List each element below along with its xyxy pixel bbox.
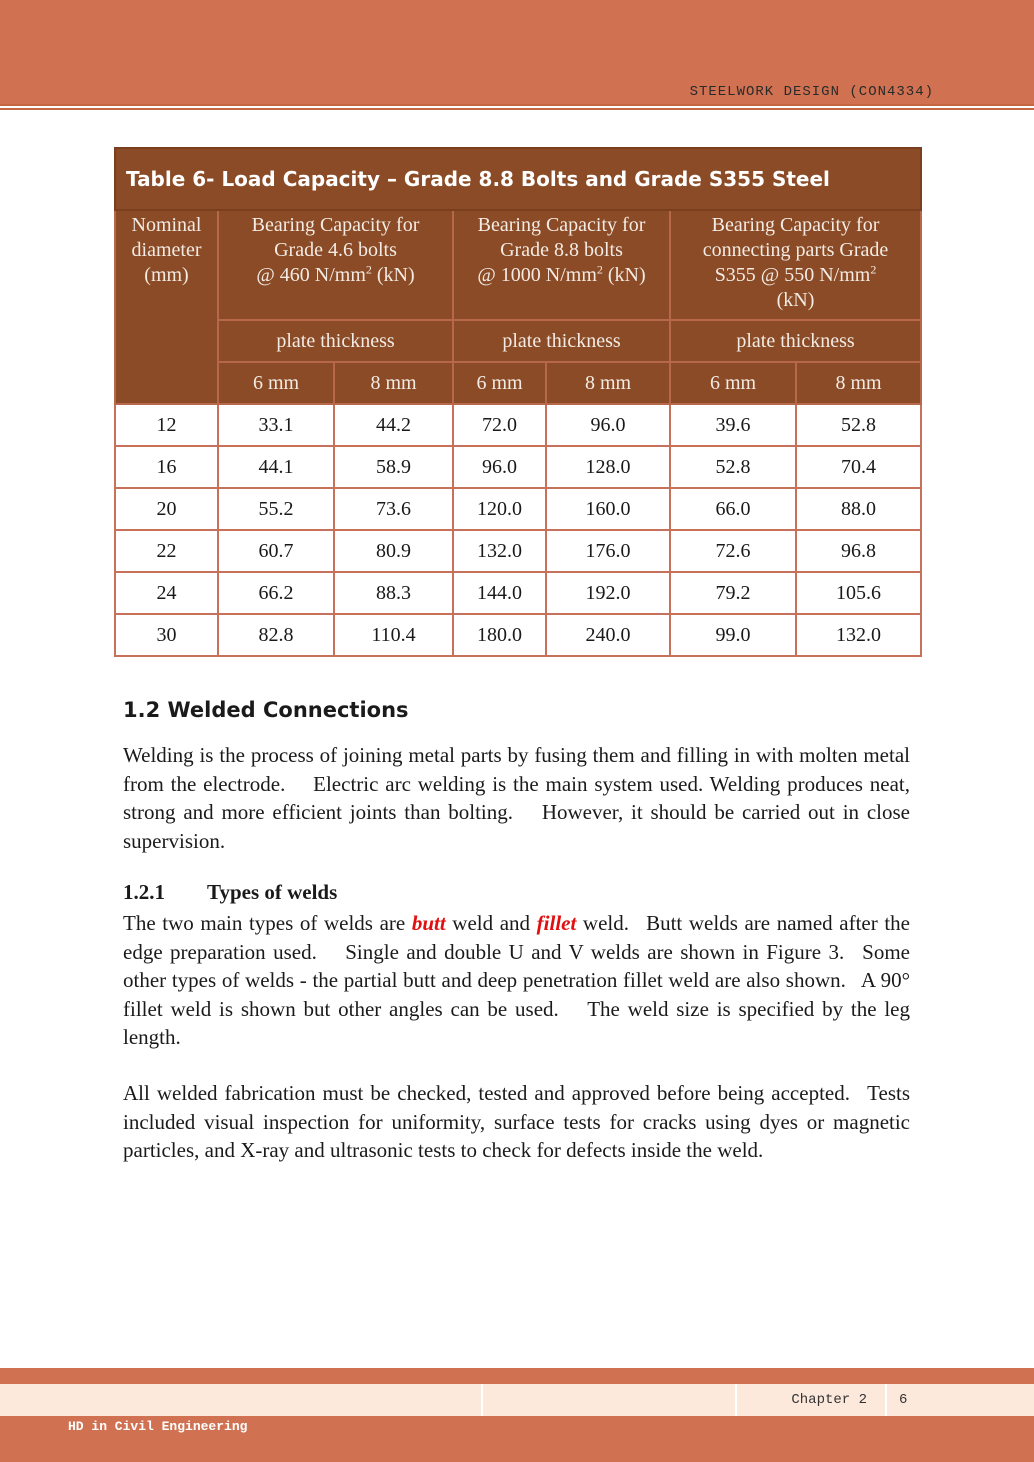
table-cell: 66.2 bbox=[218, 572, 334, 614]
nominal-diameter-header bbox=[115, 210, 218, 404]
table-cell: 79.2 bbox=[670, 572, 796, 614]
plate-thickness-header: plate thickness bbox=[453, 320, 670, 362]
inspection-paragraph: All welded fabrication must be checked, tested and approved before being accepted. Tests included visual inspection for uniformity, surface tests for cracks using dyes or magnetic particles, and X-ray and ultrasonic tests to check for defects inside the weld. bbox=[123, 1081, 910, 1162]
table-row bbox=[115, 572, 921, 614]
header-line: @ 1000 N/mm bbox=[477, 264, 597, 286]
table-cell: 176.0 bbox=[546, 530, 670, 572]
table-row bbox=[115, 446, 921, 488]
section-paragraph: Welding is the process of joining metal parts by fusing them and filling in with molten metal from the electrode. Electric arc welding is the main system used. Welding produces neat, strong and more efficient joints than bolting. However, it should be carried out in close supervision. bbox=[123, 743, 910, 853]
table-cell: 120.0 bbox=[453, 488, 546, 530]
table-cell: 20 bbox=[115, 488, 218, 530]
text-run: weld. Butt welds are named after the edge preparation used. Single and double U and V welds are shown in Figure 3. Some other types of welds - the partial butt and deep penetration fillet weld are also shown. A 90° fillet weld is shown but other angles can be used. The weld size is specified by the leg length. bbox=[123, 911, 911, 1049]
table-cell: 70.4 bbox=[796, 446, 921, 488]
table-cell: 52.8 bbox=[796, 404, 921, 446]
plate-thickness-header: plate thickness bbox=[670, 320, 921, 362]
footer-blank-cell bbox=[483, 1384, 737, 1416]
table-cell: 73.6 bbox=[334, 488, 453, 530]
document-title: STEELWORK DESIGN (CON4334) bbox=[689, 84, 934, 100]
table-cell: 33.1 bbox=[218, 404, 334, 446]
table-cell: 80.9 bbox=[334, 530, 453, 572]
table-cell: 44.2 bbox=[334, 404, 453, 446]
subsection-heading bbox=[123, 880, 337, 905]
table-cell: 240.0 bbox=[546, 614, 670, 656]
header-line: connecting parts Grade bbox=[702, 239, 889, 261]
table-cell: 82.8 bbox=[218, 614, 334, 656]
header-line: Grade 8.8 bolts bbox=[500, 239, 623, 261]
table-cell: 30 bbox=[115, 614, 218, 656]
header-line: @ 460 N/mm bbox=[256, 264, 366, 286]
table-row bbox=[115, 530, 921, 572]
table-cell: 160.0 bbox=[546, 488, 670, 530]
header-line: (mm) bbox=[144, 264, 189, 286]
table-cell: 105.6 bbox=[796, 572, 921, 614]
s355-header bbox=[670, 210, 921, 320]
table-cell: 88.3 bbox=[334, 572, 453, 614]
superscript: 2 bbox=[596, 262, 603, 277]
table-cell: 192.0 bbox=[546, 572, 670, 614]
header-rule bbox=[0, 108, 1034, 110]
weld-types-paragraph bbox=[123, 909, 910, 1052]
plate-thickness-header: plate thickness bbox=[218, 320, 453, 362]
header-rule bbox=[0, 104, 1034, 106]
footer-band bbox=[0, 1368, 1034, 1384]
thickness-col-header: 8 mm bbox=[546, 362, 670, 404]
table-cell: 44.1 bbox=[218, 446, 334, 488]
table-cell: 180.0 bbox=[453, 614, 546, 656]
table-cell: 66.0 bbox=[670, 488, 796, 530]
table-cell: 88.0 bbox=[796, 488, 921, 530]
table-cell: 96.8 bbox=[796, 530, 921, 572]
footer-chapter: Chapter 2 bbox=[737, 1384, 887, 1416]
table-cell: 22 bbox=[115, 530, 218, 572]
superscript: 2 bbox=[870, 262, 877, 277]
grade-8-8-header bbox=[453, 210, 670, 320]
table-cell: 16 bbox=[115, 446, 218, 488]
table-cell: 72.6 bbox=[670, 530, 796, 572]
table-cell: 60.7 bbox=[218, 530, 334, 572]
header-line: (kN) bbox=[776, 289, 815, 311]
table-cell: 96.0 bbox=[546, 404, 670, 446]
superscript: 2 bbox=[365, 262, 372, 277]
term-fillet: fillet bbox=[536, 911, 577, 935]
header-line: S355 @ 550 N/mm bbox=[714, 264, 871, 286]
header-line: (kN) bbox=[371, 264, 415, 286]
table-row bbox=[115, 488, 921, 530]
text-run: weld and bbox=[445, 911, 537, 935]
table-cell: 58.9 bbox=[334, 446, 453, 488]
header-line: diameter bbox=[131, 239, 202, 261]
header-line: Bearing Capacity for bbox=[711, 214, 880, 236]
footer-bar bbox=[0, 1384, 1034, 1416]
footer-course-label: HD in Civil Engineering bbox=[68, 1419, 248, 1434]
header-line: Bearing Capacity for bbox=[251, 214, 420, 236]
header-line: Nominal bbox=[131, 214, 202, 236]
table-cell: 96.0 bbox=[453, 446, 546, 488]
grade-4-6-header bbox=[218, 210, 453, 320]
table-row bbox=[115, 404, 921, 446]
header-line: Bearing Capacity for bbox=[477, 214, 646, 236]
term-butt: butt bbox=[411, 911, 446, 935]
table-title: Table 6- Load Capacity – Grade 8.8 Bolts and Grade S355 Steel bbox=[115, 148, 921, 210]
table-cell: 72.0 bbox=[453, 404, 546, 446]
table-cell: 132.0 bbox=[796, 614, 921, 656]
table-cell: 24 bbox=[115, 572, 218, 614]
table-cell: 128.0 bbox=[546, 446, 670, 488]
text-run: The two main types of welds are bbox=[123, 911, 412, 935]
thickness-col-header: 6 mm bbox=[453, 362, 546, 404]
table-cell: 99.0 bbox=[670, 614, 796, 656]
subsection-title: Types of welds bbox=[207, 880, 338, 904]
header-line: Grade 4.6 bolts bbox=[274, 239, 397, 261]
footer-blank-cell bbox=[0, 1384, 483, 1416]
table-cell: 12 bbox=[115, 404, 218, 446]
section-heading: 1.2 Welded Connections bbox=[123, 698, 409, 722]
subsection-number: 1.2.1 bbox=[123, 880, 165, 904]
footer-page-number: 6 bbox=[899, 1392, 908, 1408]
header-line: (kN) bbox=[602, 264, 646, 286]
thickness-col-header: 8 mm bbox=[334, 362, 453, 404]
table-cell: 55.2 bbox=[218, 488, 334, 530]
thickness-col-header: 6 mm bbox=[670, 362, 796, 404]
thickness-col-header: 6 mm bbox=[218, 362, 334, 404]
table-row bbox=[115, 614, 921, 656]
table-cell: 39.6 bbox=[670, 404, 796, 446]
table-cell: 144.0 bbox=[453, 572, 546, 614]
table-cell: 110.4 bbox=[334, 614, 453, 656]
table-cell: 52.8 bbox=[670, 446, 796, 488]
thickness-col-header: 8 mm bbox=[796, 362, 921, 404]
table-cell: 132.0 bbox=[453, 530, 546, 572]
load-capacity-table bbox=[114, 147, 922, 657]
